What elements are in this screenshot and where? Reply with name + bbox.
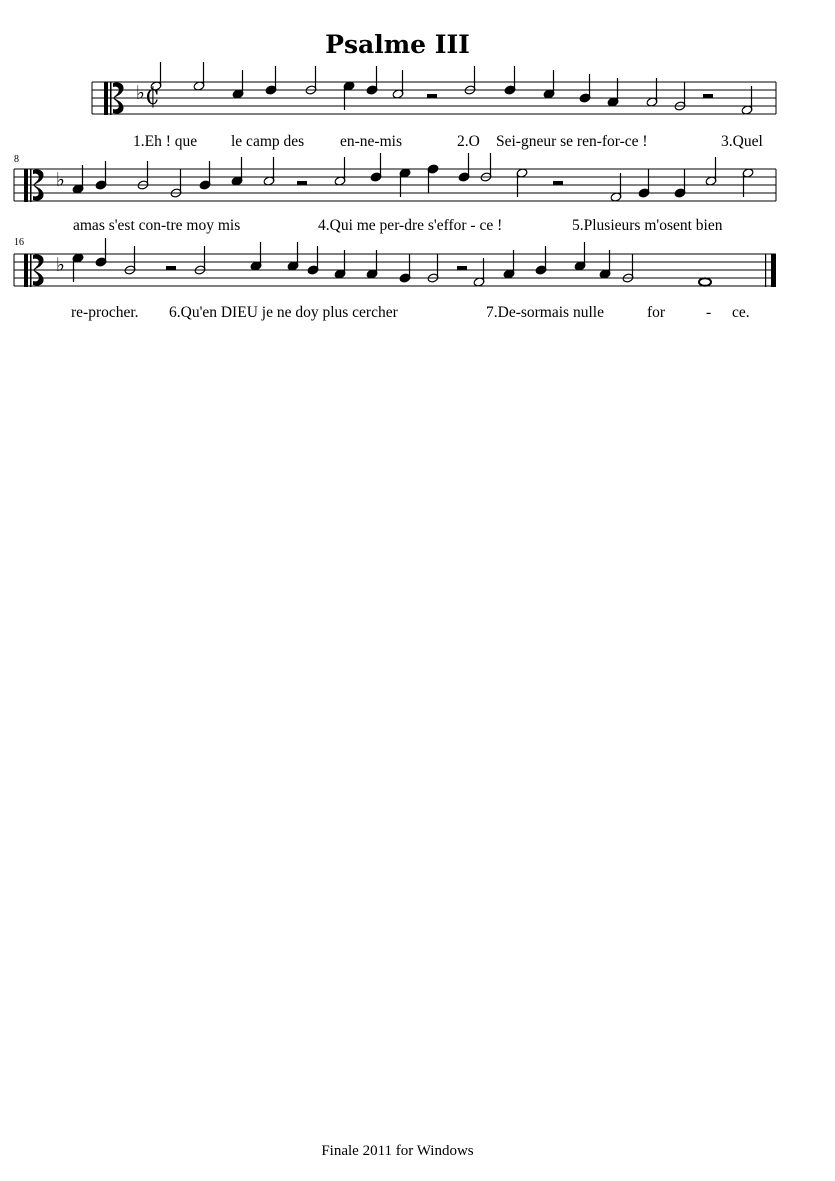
quarter-notes xyxy=(72,153,686,198)
page-title: Psalme III xyxy=(325,30,470,59)
notes xyxy=(150,62,753,115)
flat-key-signature-icon: ♭ xyxy=(56,254,65,276)
system-2 xyxy=(14,153,776,234)
half-notes xyxy=(124,246,711,287)
system-lyrics: re-procher. 6.Qu'en DIEU je ne doy plus cercher 7.De-sormais nulle for - ce. xyxy=(71,304,750,321)
page-footer: Finale 2011 for Windows xyxy=(321,1143,474,1159)
system-lyrics: amas s'est con-tre moy mis 4.Qui me per-dre s'effor - ce ! 5.Plusieurs m'osent bien xyxy=(73,217,723,234)
quarter-notes xyxy=(72,238,611,283)
flat-key-signature-icon: ♭ xyxy=(136,82,145,104)
cut-time-signature-icon: ₵ xyxy=(145,84,160,110)
half-rests xyxy=(427,94,713,98)
system-lyrics: 1.Eh ! que le camp des en-ne-mis 2.O Sei-gneur se ren-for-ce ! 3.Quel xyxy=(133,133,763,150)
quarter-notes xyxy=(232,66,619,110)
staff-lines xyxy=(14,169,776,201)
system-3 xyxy=(14,237,776,321)
measure-number: 8 xyxy=(14,154,19,165)
staff-lines xyxy=(14,254,776,286)
flat-key-signature-icon: ♭ xyxy=(56,169,65,191)
measure-number: 16 xyxy=(14,237,24,248)
system-1 xyxy=(92,62,776,150)
half-notes xyxy=(137,153,754,202)
